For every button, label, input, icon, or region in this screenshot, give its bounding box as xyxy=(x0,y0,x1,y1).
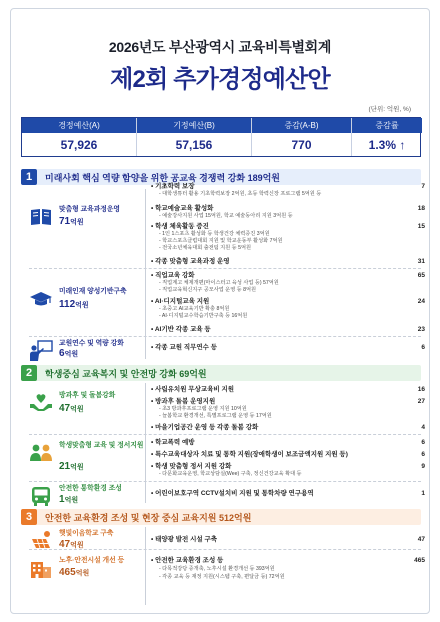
summary-header: 경정예산(A) xyxy=(22,118,136,133)
summary-table xyxy=(21,117,421,157)
graduation-cap-icon xyxy=(29,287,53,311)
summary-header: 증감(A-B) xyxy=(252,118,351,133)
list-item: • 사립유치원 무상교육비 지원 16 xyxy=(151,386,425,393)
section-number: 1 xyxy=(21,169,37,185)
category-name: 햇빛이음학교 구축 xyxy=(59,530,114,537)
category-amount: 71억원 xyxy=(59,216,84,227)
list-item: • 방과후 돌봄 운영지원 27 xyxy=(151,398,425,405)
divider xyxy=(29,434,421,435)
summary-value: 57,156 xyxy=(175,138,213,152)
list-item-detail: - 초3 방과후프로그램 운영 지원 10억원 xyxy=(159,406,247,412)
list-item-detail: - 1인 1스포츠 활성화 등 학생건강 체력증진 3억원 xyxy=(159,231,270,237)
list-item: • 마을기업공간 운영 등 각종 돌봄 강화 4 xyxy=(151,424,425,431)
list-item-detail: - 각종 교육 등 재정 지원(시스템 구축, 편달금 등) 72억원 xyxy=(159,574,285,580)
list-item-detail: - 늘봄학교 환경개선, 특별프로그램 운영 등 17억원 xyxy=(159,413,272,419)
section-number: 3 xyxy=(21,509,37,525)
category-name: 안전한 통학환경 조성 xyxy=(59,485,122,492)
list-item-detail: - 예술강사지원 사업 15억원, 학교 예술동아리 지원 3억원 등 xyxy=(159,213,293,219)
list-item-detail: - 초중고 AI교육기반 확충 8억원 xyxy=(159,306,230,312)
section-number: 2 xyxy=(21,365,37,381)
section-title: 학생중심 교육복지 및 안전망 강화 69억원 xyxy=(45,369,207,379)
divider xyxy=(145,189,146,359)
list-item: • AI·디지털교육 지원 24 xyxy=(151,298,425,305)
hands-heart-icon xyxy=(29,391,53,415)
category-name: 맞춤형 교육과정운영 xyxy=(59,206,120,213)
students-icon xyxy=(29,441,53,465)
list-item: • 학교예술교육 활성화 18 xyxy=(151,205,425,212)
category-amount: 6억원 xyxy=(59,348,79,359)
divider xyxy=(29,481,421,482)
summary-value: 1.3% ↑ xyxy=(368,138,406,152)
list-item-detail: - AI·디지털교수학습기반구축 등 16억원 xyxy=(159,313,248,319)
list-item: • 기초학력 보장 7 xyxy=(151,183,425,190)
budget-document xyxy=(10,8,430,614)
list-item: • 학생 체육활동 증진 15 xyxy=(151,223,425,230)
category-amount: 1억원 xyxy=(59,494,79,505)
summary-value: 770 xyxy=(291,138,312,152)
list-item: • 직업교육 강화 65 xyxy=(151,272,425,279)
list-item-detail: - 다목적강당 증개축, 노후시설 환경개선 등 393억원 xyxy=(159,566,275,572)
summary-col-a xyxy=(22,118,137,156)
document-subtitle: 2026년도 부산광역시 교육비특별회계 xyxy=(108,39,332,55)
book-icon xyxy=(29,205,53,229)
summary-col-rate xyxy=(352,118,422,156)
section-3-header xyxy=(21,509,421,525)
list-item: • 안전한 교육환경 조성 등 465 xyxy=(151,557,425,564)
list-item: • 태양광 발전 시설 구축 47 xyxy=(151,536,425,543)
list-item: • 학교폭력 예방 6 xyxy=(151,439,425,446)
summary-col-diff xyxy=(252,118,352,156)
list-item-detail: - 직업계고 체제개편(마이스터고 육성 사업 등) 57억원 xyxy=(159,280,279,286)
unit-note: (단위: 억원, %) xyxy=(368,106,411,113)
building-icon xyxy=(29,556,53,580)
category-amount: 112억원 xyxy=(59,299,89,310)
category-amount: 47억원 xyxy=(59,539,84,550)
summary-col-b xyxy=(137,118,252,156)
list-item: • 어린이보호구역 CCTV설치비 지원 및 통학차량 연구용역 1 xyxy=(151,490,425,497)
category-name: 방과후 및 돌봄강화 xyxy=(59,392,116,399)
section-title: 미래사회 핵심 역량 함양을 위한 공교육 경쟁력 강화 189억원 xyxy=(45,173,280,183)
category-amount: 47억원 xyxy=(59,403,84,414)
list-item: • AI기반 각종 교육 등 23 xyxy=(151,326,425,333)
list-item: • 학생 맞춤형 정서 지원 강화 9 xyxy=(151,463,425,470)
list-item: • 특수교육대상자 치료 및 통학 지원(장애학생이 보조금액지원 지원 등) 6 xyxy=(151,451,425,458)
category-amount: 21억원 xyxy=(59,461,84,472)
list-item-detail: - 대학생튜터 활용 기초학력보장 2억원, 초등 학력신장 프로그램 5억원 등 xyxy=(159,191,322,197)
bus-icon xyxy=(29,484,53,508)
summary-header: 증감률 xyxy=(352,118,422,133)
list-item: • 각종 맞춤형 교육과정 운영 31 xyxy=(151,258,425,265)
category-name: 학생맞춤형 교육 및 정서지원 xyxy=(59,442,144,449)
teacher-icon xyxy=(29,339,53,363)
category-name: 미래인재 양성기반구축 xyxy=(59,288,127,295)
category-name: 교원연수 및 역량 강화 xyxy=(59,340,124,347)
list-item: • 각종 교원 직무연수 등 6 xyxy=(151,344,425,351)
category-amount: 465억원 xyxy=(59,567,90,578)
summary-value: 57,926 xyxy=(60,138,98,152)
divider xyxy=(29,336,421,337)
divider xyxy=(29,268,421,269)
divider xyxy=(145,527,146,605)
section-title: 안전한 교육환경 조성 및 현장 중심 교육지원 512억원 xyxy=(45,513,252,523)
list-item-detail: - 전국소년체육대회 출전팀 지원 등 5억원 xyxy=(159,245,251,251)
list-item-detail: - 학교스포츠클럽대회 지원 및 학교운동부 활성화 7억원 xyxy=(159,238,283,244)
summary-header: 기정예산(B) xyxy=(137,118,251,133)
divider xyxy=(29,549,421,550)
document-title: 제2회 추가경정예산안 xyxy=(110,66,330,93)
list-item-detail: - 직업교육혁신지구 공모사업 운영 등 8억원 xyxy=(159,287,257,293)
category-name: 노후·안전시설 개선 등 xyxy=(59,557,125,564)
list-item-detail: - 다문화교육운영, 학교상담실(Wee) 구축, 정신건강교육 확대 등 xyxy=(159,471,302,477)
section-2-header xyxy=(21,365,421,381)
